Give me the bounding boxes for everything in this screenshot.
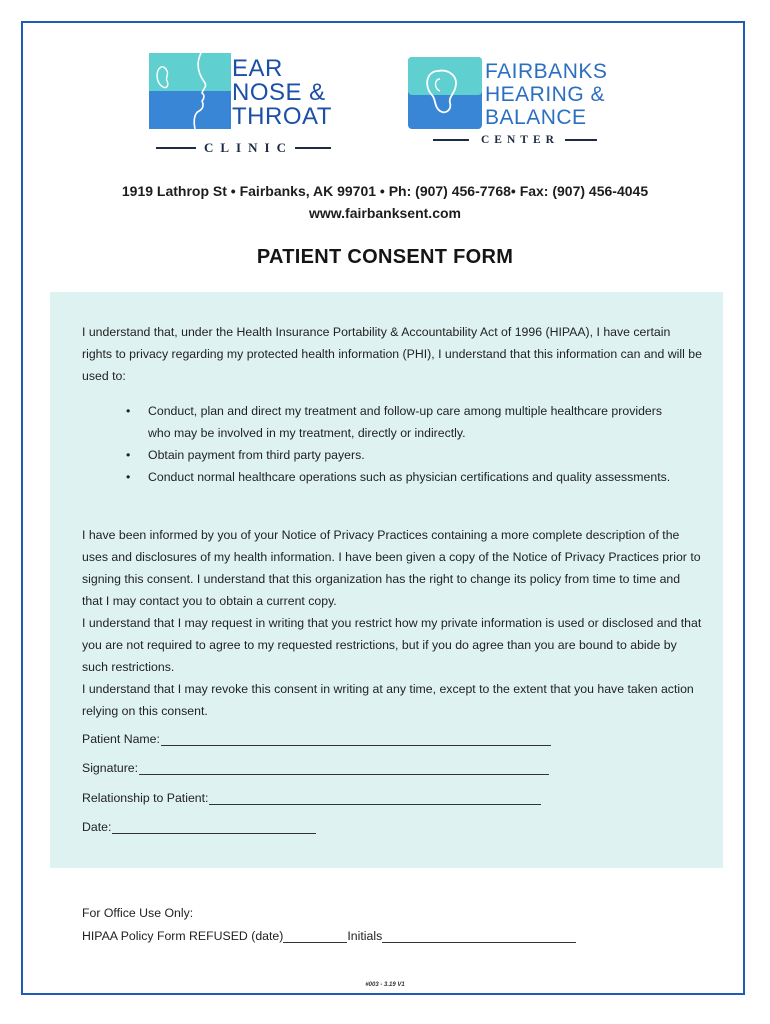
notice-paragraph: I have been informed by you of your Notice of Privacy Practices containing a more complete description of the uses and disclosures of my health information. I have been given a copy of the Notice of Privacy Practices prior to signing this consent. I understand that this organization has the right to change its policy from time to time and that I may contact you to obtain a current copy. <box>82 528 701 608</box>
revoke-paragraph: I understand that I may revoke this consent in writing at any time, except to the extent that you have taken action relying on this consent. <box>82 682 694 718</box>
signature-line[interactable] <box>139 763 549 775</box>
fairbanks-hearing-logo-icon <box>408 57 482 129</box>
date-line[interactable] <box>112 822 316 834</box>
clinic-address: 1919 Lathrop St • Fairbanks, AK 99701 • Ph: (907) 456-7768• Fax: (907) 456-4045 <box>121 183 649 199</box>
date-field[interactable]: Date: <box>82 820 316 834</box>
consent-body <box>82 524 702 722</box>
ent-clinic-logo-icon <box>149 53 231 129</box>
relationship-line[interactable] <box>209 793 541 805</box>
relationship-field[interactable]: Relationship to Patient: <box>82 791 541 805</box>
page-title: PATIENT CONSENT FORM <box>256 246 514 268</box>
initials-line[interactable] <box>382 931 576 943</box>
restriction-paragraph: I understand that I may request in writing that you restrict how my private information is used or disclosed and that you are not required to agree to my requested restrictions, but if you do agree than you are bound to abide by such restrictions. <box>82 616 702 674</box>
list-item: • Conduct, plan and direct my treatment and follow-up care among multiple healthcare providers who may be involved in my treatment, directly or indirectly. <box>126 404 663 440</box>
clinic-subtitle: CLINIC <box>156 140 331 156</box>
consent-intro: I understand that, under the Health Insurance Portability & Accountability Act of 1996 (HIPAA), I have certain rights to privacy regarding my protected health information (PHI), I understand that this information can and will be used to: <box>82 325 702 383</box>
patient-name-line[interactable] <box>161 734 551 746</box>
refused-date-line[interactable] <box>283 931 347 943</box>
patient-name-field[interactable]: Patient Name: <box>82 732 551 746</box>
ent-logo-text: EAR NOSE & THROAT <box>232 55 332 130</box>
fairbanks-logo-text: FAIRBANKS HEARING & BALANCE <box>485 60 608 129</box>
form-version: #003 - 3.19 V1 <box>365 982 405 988</box>
center-subtitle: CENTER <box>433 134 597 146</box>
office-use-heading: For Office Use Only: <box>82 906 194 920</box>
clinic-website: www.fairbanksent.com <box>309 205 461 221</box>
usage-list <box>122 400 682 488</box>
list-item: • Conduct normal healthcare operations such as physician certifications and quality assessments. <box>126 470 671 484</box>
list-item: • Obtain payment from third party payers. <box>126 448 365 462</box>
office-refusal-row: HIPAA Policy Form REFUSED (date) Initials <box>82 929 576 943</box>
signature-field[interactable]: Signature: <box>82 761 549 775</box>
